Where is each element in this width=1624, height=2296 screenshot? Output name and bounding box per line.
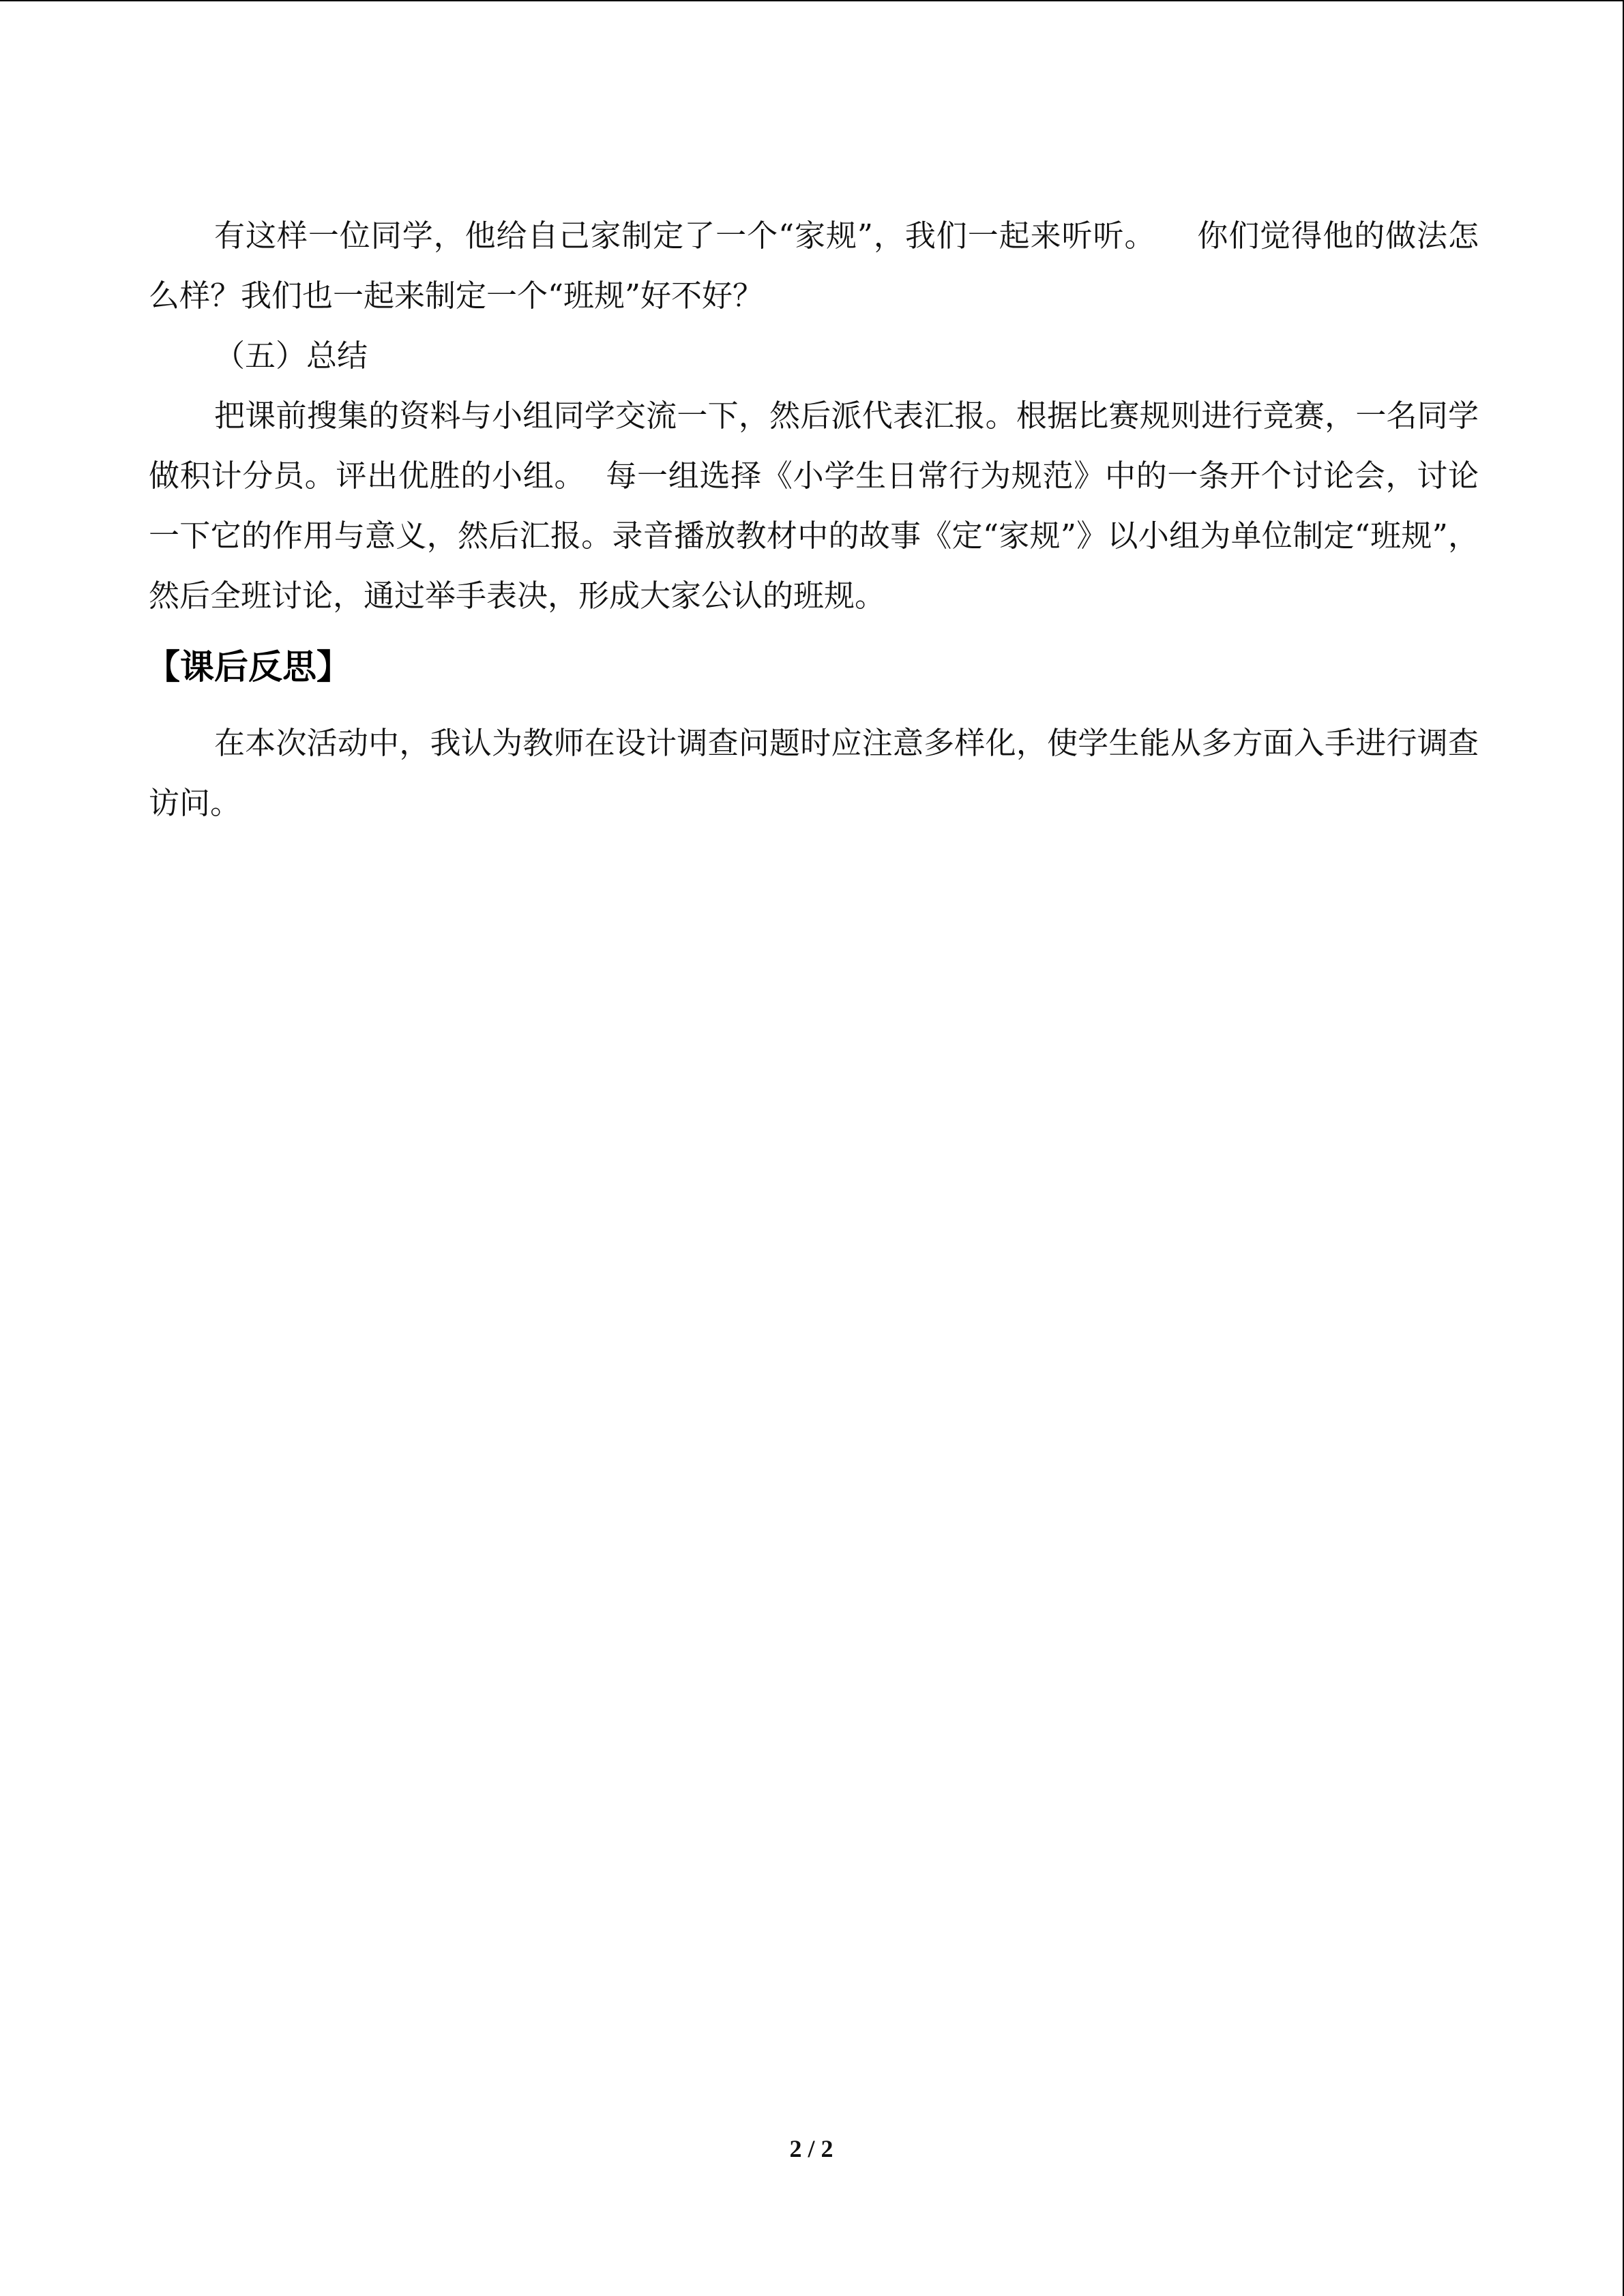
- paragraph-summary-activities: 把课前搜集的资料与小组同学交流一下，然后派代表汇报。根据比赛规则进行竞赛，一名同学做积计分员。评出优胜的小组。 每一组选择《小学生日常行为规范》中的一条开个讨论会，讨论一下它的作用与意义，然后汇报。录音播放教材中的故事《定“家规”》以小组为单位制定“班规”，然后全班讨论，通过举手表决，形成大家公认的班规。: [149, 398, 1479, 614]
- page-number: 2 / 2: [789, 2135, 833, 2162]
- document-body: [146, 206, 1479, 833]
- section-heading-reflection: 【课后反思】: [146, 647, 351, 687]
- subheading-summary: （五）总结: [214, 338, 368, 374]
- paragraph-family-rules: 有这样一位同学，他给自己家制定了一个“家规”，我们一起来听听。 你们觉得他的做法怎么样？我们也一起来制定一个“班规”好不好？: [149, 218, 1479, 314]
- paragraph-reflection: 在本次活动中，我认为教师在设计调查问题时应注意多样化，使学生能从多方面入手进行调查访问。: [149, 725, 1479, 821]
